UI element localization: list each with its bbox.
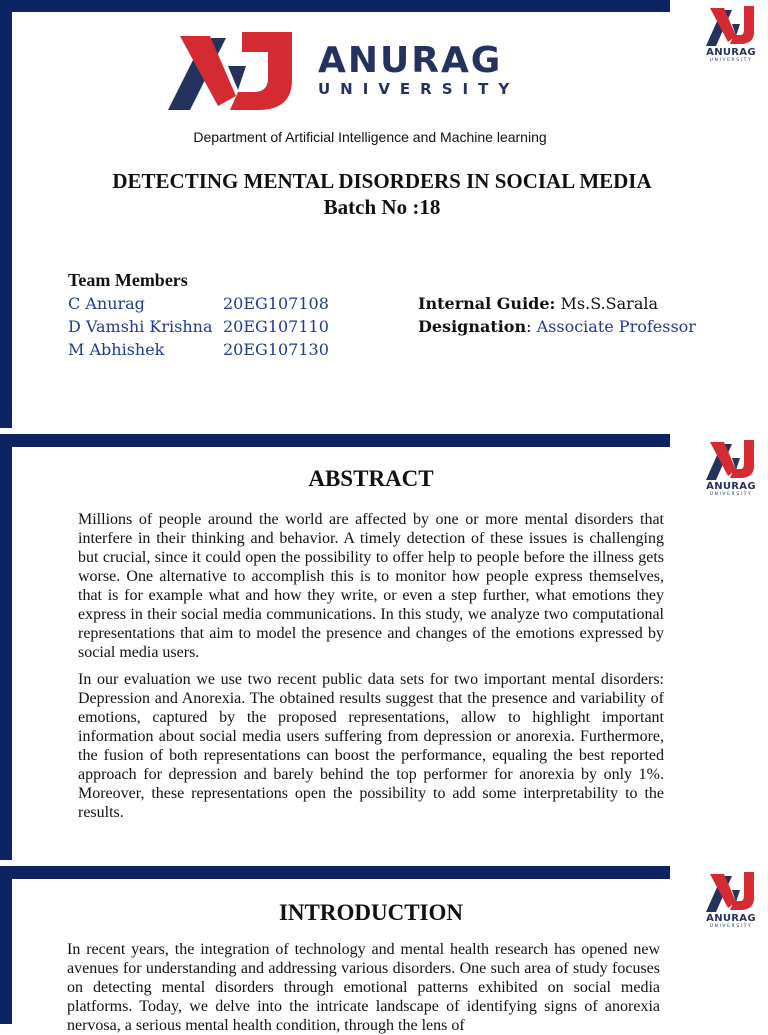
slide-gap [0, 860, 768, 866]
top-accent-bar [12, 0, 670, 12]
project-title [0, 168, 764, 220]
corner-logo-subtitle: UNIVERSITY [709, 492, 753, 497]
abstract-heading: ABSTRACT [308, 466, 434, 491]
university-emblem-icon [146, 18, 306, 126]
designation-separator: : [526, 317, 532, 336]
top-accent-bar [12, 434, 670, 447]
corner-logo-subtitle: UNIVERSITY [709, 58, 753, 63]
main-logo-name: ANURAG [318, 40, 503, 81]
abstract-slide [0, 434, 768, 866]
corner-logo-name: ANURAG [706, 481, 756, 492]
corner-logo [694, 2, 768, 63]
abstract-paragraph: In our evaluation we use two recent public data sets for two important mental disorders: Depression and Anorexia. The obtained results suggest that the presence and variability of emotions, captured by the proposed representations, allow to highlight important information about social media users suffering from depression or anorexia. Furthermore, the fusion of both representations can boost the performance, equaling the best reported approach for depression and barely behind the top performer for anorexia by only 1%. Moreover, these representations open the possibility to add some interpretability to the results. [78, 671, 664, 821]
project-title-line: DETECTING MENTAL DISORDERS IN SOCIAL MEDIA [112, 169, 652, 193]
member-roll: 20EG107108 [223, 294, 329, 313]
title-slide [0, 0, 768, 434]
slide-gap [0, 428, 768, 434]
member-name: M Abhishek [68, 340, 165, 359]
introduction-heading: INTRODUCTION [278, 900, 464, 925]
introduction-paragraph: In recent years, the integration of technology and mental health research has opened new avenues for understanding and addressing various disorders. One such area of study focuses on detecting mental disorders through emotional patterns exhibited on social media platforms. Today, we delve into the intricate landscape of identifying signs of anorexia nervosa, a serious mental health condition, through the lens of [67, 941, 660, 1034]
member-name: D Vamshi Krishna [68, 317, 213, 336]
batch-number: Batch No :18 [323, 195, 441, 219]
member-roll: 20EG107130 [223, 340, 329, 359]
corner-logo-subtitle: UNIVERSITY [709, 924, 753, 929]
university-emblem-icon [694, 2, 768, 46]
internal-guide [418, 294, 658, 313]
left-accent-bar [0, 866, 12, 1024]
introduction-slide [0, 866, 768, 1034]
designation [418, 317, 696, 336]
internal-guide-label: Internal Guide: [418, 294, 556, 313]
corner-logo-name: ANURAG [706, 913, 756, 924]
main-logo-subtitle: UNIVERSITY [318, 80, 520, 98]
internal-guide-name: Ms.S.Sarala [560, 294, 659, 313]
designation-label: Designation [418, 317, 527, 336]
member-name: C Anurag [68, 294, 145, 313]
team-members-heading: Team Members [68, 270, 188, 290]
top-accent-bar [12, 866, 670, 879]
abstract-paragraph: Millions of people around the world are affected by one or more mental disorders that interfere in their thinking and behavior. A timely detection of these issues is challenging but crucial, since it could open the possibility to offer help to people before the illness gets worse. One alternative to accomplish this is to monitor how people express themselves, that is for example what and how they write, or even a step further, what emotions they express in their social media communications. In this study, we analyze two computational representations that aim to model the presence and changes of the emotions expressed by social media users. [78, 511, 664, 661]
left-accent-bar [0, 434, 12, 866]
corner-logo-name: ANURAG [706, 47, 756, 58]
designation-value: Associate Professor [536, 317, 696, 336]
department-name: Department of Artificial Intelligence and Machine learning [193, 129, 547, 145]
member-roll: 20EG107110 [223, 317, 329, 336]
